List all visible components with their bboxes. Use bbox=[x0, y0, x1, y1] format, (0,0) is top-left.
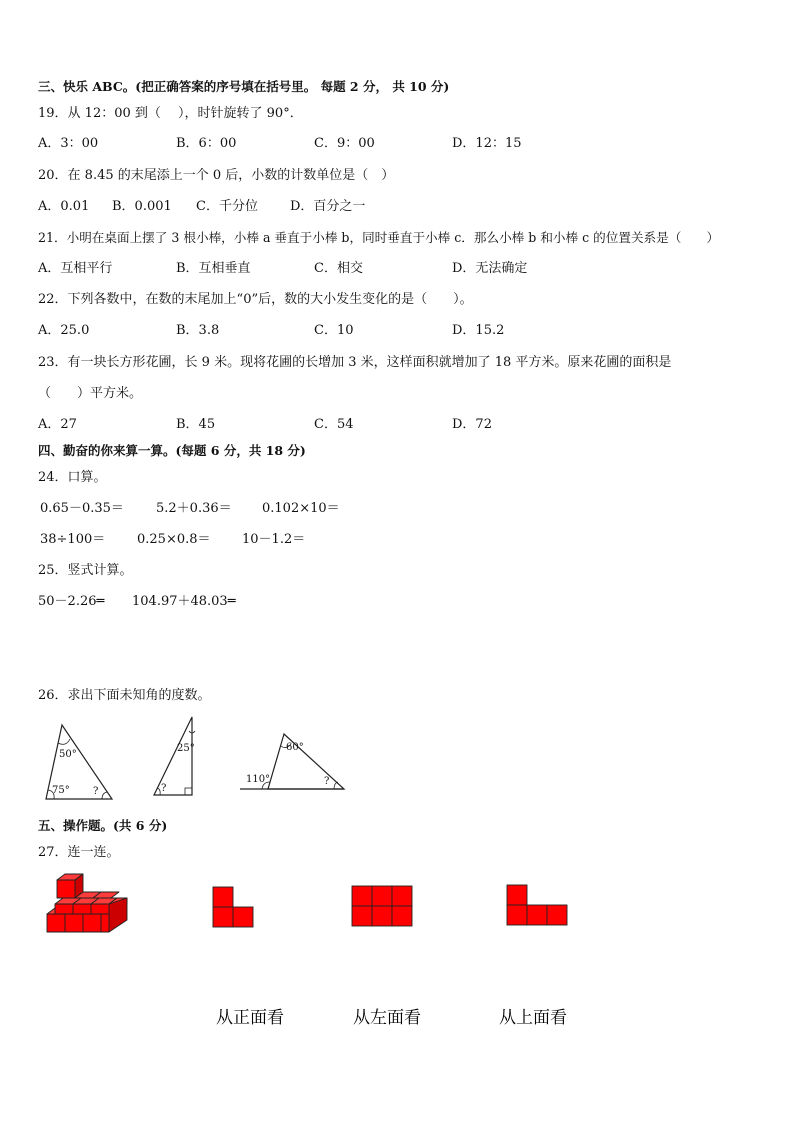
triangle-1-left-angle: 75° bbox=[52, 785, 70, 796]
section5-title: 五、操作题。(共 6 分) bbox=[38, 818, 168, 833]
q22-option-a: A．25.0 bbox=[38, 323, 90, 338]
triangle-2-top-angle: 25° bbox=[177, 743, 195, 754]
q26-stem: 26．求出下面未知角的度数。 bbox=[38, 688, 211, 703]
q20-option-b: B．0.001 bbox=[112, 199, 172, 214]
view-label-top: 从上面看 bbox=[499, 1008, 567, 1028]
q24-stem: 24．口算。 bbox=[38, 470, 107, 485]
q23-option-b: B．45 bbox=[176, 417, 216, 432]
q24-expr-4: 38÷100＝ bbox=[40, 532, 106, 547]
q23-stem: 23．有一块长方形花圃，长 9 米。现将花圃的长增加 3 米，这样面积就增加了 18 平方米。原来花圃的面积是 bbox=[38, 355, 672, 370]
q24-expr-6: 10－1.2＝ bbox=[242, 532, 306, 547]
view-label-left: 从左面看 bbox=[353, 1008, 421, 1028]
q25-expr-2: 104.97＋48.03═ bbox=[132, 594, 236, 609]
q24-expr-1: 0.65－0.35＝ bbox=[40, 501, 124, 516]
q23-option-c: C．54 bbox=[314, 417, 354, 432]
q21-option-b: B．互相垂直 bbox=[176, 261, 251, 276]
q19-option-a: A．3：00 bbox=[38, 136, 99, 151]
triangle-3-figure bbox=[238, 724, 358, 794]
q20-stem: 20．在 8.45 的末尾添上一个 0 后，小数的计数单位是（ ） bbox=[38, 168, 395, 183]
q24-expr-5: 0.25×0.8＝ bbox=[137, 532, 211, 547]
q23-option-d: D．72 bbox=[452, 417, 492, 432]
q21-option-c: C．相交 bbox=[314, 261, 363, 276]
q22-stem: 22．下列各数中，在数的末尾加上“0”后，数的大小发生变化的是（ ）。 bbox=[38, 292, 473, 307]
triangle-2-figure bbox=[150, 713, 210, 803]
q22-option-c: C．10 bbox=[314, 323, 354, 338]
q21-option-d: D．无法确定 bbox=[452, 261, 528, 276]
triangle-3-top-angle: 60° bbox=[286, 742, 304, 753]
q24-expr-2: 5.2＋0.36＝ bbox=[156, 501, 232, 516]
triangle-2-unknown-angle: ? bbox=[161, 783, 167, 794]
q27-stem: 27．连一连。 bbox=[38, 845, 120, 860]
triangle-1-unknown-angle: ? bbox=[93, 786, 99, 797]
triangle-1-figure bbox=[40, 715, 140, 805]
q19-stem: 19．从 12：00 到（ ），时针旋转了 90°． bbox=[38, 106, 303, 121]
q25-expr-1: 50－2.26═ bbox=[38, 594, 105, 609]
q19-option-d: D．12：15 bbox=[452, 136, 522, 151]
q21-stem: 21．小明在桌面上摆了 3 根小棒，小棒 a 垂直于小棒 b，同时垂直于小棒 c．那么小棒 b 和小棒 c 的位置关系是（ ） bbox=[38, 230, 720, 245]
q20-option-a: A．0.01 bbox=[38, 199, 90, 214]
q20-option-c: C．千分位 bbox=[196, 199, 258, 214]
view-label-front: 从正面看 bbox=[216, 1008, 284, 1028]
section4-title: 四、勤奋的你来算一算。(每题 6 分，共 18 分) bbox=[38, 443, 306, 458]
q22-option-b: B．3.8 bbox=[176, 323, 220, 338]
triangle-3-exterior-angle: 110° bbox=[246, 774, 271, 785]
q24-expr-3: 0.102×10＝ bbox=[262, 501, 340, 516]
cube-stack-3d-figure bbox=[45, 872, 135, 936]
view-option-1-figure bbox=[212, 886, 256, 930]
triangle-3-unknown-angle: ? bbox=[324, 776, 330, 787]
q19-option-c: C．9：00 bbox=[314, 136, 375, 151]
q21-option-a: A．互相平行 bbox=[38, 261, 113, 276]
q20-option-d: D．百分之一 bbox=[290, 199, 366, 214]
q19-option-b: B．6：00 bbox=[176, 136, 237, 151]
q22-option-d: D．15.2 bbox=[452, 323, 505, 338]
view-option-3-figure bbox=[506, 884, 570, 928]
q23-option-a: A．27 bbox=[38, 417, 77, 432]
q23-stem-continued: （ ）平方米。 bbox=[38, 386, 143, 401]
view-option-2-figure bbox=[351, 885, 415, 929]
section3-title: 三、快乐 ABC。(把正确答案的序号填在括号里。 每题 2 分， 共 10 分) bbox=[38, 79, 450, 94]
q25-stem: 25．竖式计算。 bbox=[38, 563, 133, 578]
triangle-1-top-angle: 50° bbox=[59, 749, 77, 760]
